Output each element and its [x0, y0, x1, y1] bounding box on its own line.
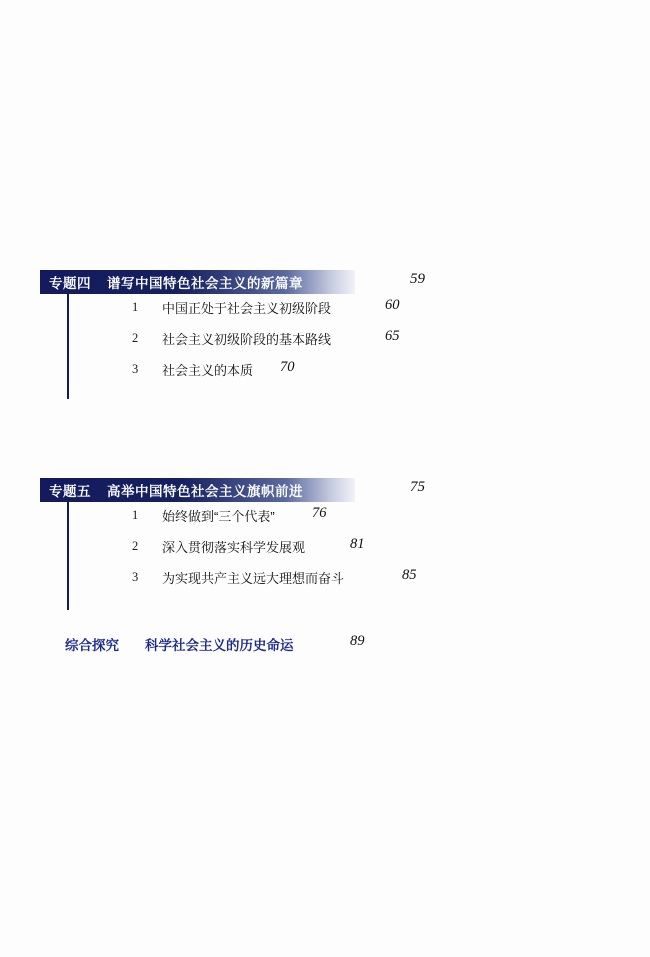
item-page-number: 60 — [385, 297, 400, 313]
item-number: 1 — [132, 300, 139, 314]
item-label: 社会主义初级阶段的基本路线 — [162, 332, 332, 347]
section-1-header[interactable] — [40, 270, 610, 294]
toc-item[interactable] — [40, 356, 610, 387]
item-page-number: 70 — [280, 359, 295, 375]
item-number: 3 — [132, 570, 139, 584]
section-2-number: 专题五 — [49, 484, 91, 499]
item-label: 深入贯彻落实科学发展观 — [162, 540, 306, 555]
item-label: 为实现共产主义远大理想而奋斗 — [162, 571, 345, 586]
toc-item[interactable] — [40, 502, 610, 533]
explore-page-number: 89 — [350, 633, 365, 649]
toc-item[interactable] — [40, 294, 610, 325]
item-page-number: 85 — [402, 567, 417, 583]
explore-label: 综合探究 — [65, 638, 119, 653]
item-number: 2 — [132, 539, 139, 553]
explore-title: 科学社会主义的历史命运 — [145, 638, 294, 653]
toc-item[interactable] — [40, 533, 610, 564]
section-2-title: 高举中国特色社会主义旗帜前进 — [107, 484, 303, 499]
section-1-items — [40, 294, 610, 387]
section-1-number: 专题四 — [49, 276, 91, 291]
toc-item[interactable] — [40, 564, 610, 595]
section-2-header-title — [40, 480, 303, 500]
section-2-items — [40, 502, 610, 595]
item-number: 2 — [132, 331, 139, 345]
item-label: 中国正处于社会主义初级阶段 — [162, 301, 332, 316]
section-1-page-number: 59 — [410, 271, 425, 287]
section-1-title: 谱写中国特色社会主义的新篇章 — [107, 276, 303, 291]
toc-section-2 — [40, 478, 610, 586]
item-page-number: 65 — [385, 328, 400, 344]
item-number: 1 — [132, 508, 139, 522]
item-number: 3 — [132, 362, 139, 376]
section-1-header-title — [40, 272, 303, 292]
item-page-number: 81 — [350, 536, 365, 552]
section-2-header[interactable] — [40, 478, 610, 502]
item-label: 社会主义的本质 — [162, 363, 254, 378]
toc-item[interactable] — [40, 325, 610, 356]
toc-section-1 — [40, 270, 610, 378]
section-2-page-number: 75 — [410, 479, 425, 495]
item-label: 始终做到“三个代表” — [162, 509, 275, 524]
item-page-number: 76 — [312, 505, 327, 521]
